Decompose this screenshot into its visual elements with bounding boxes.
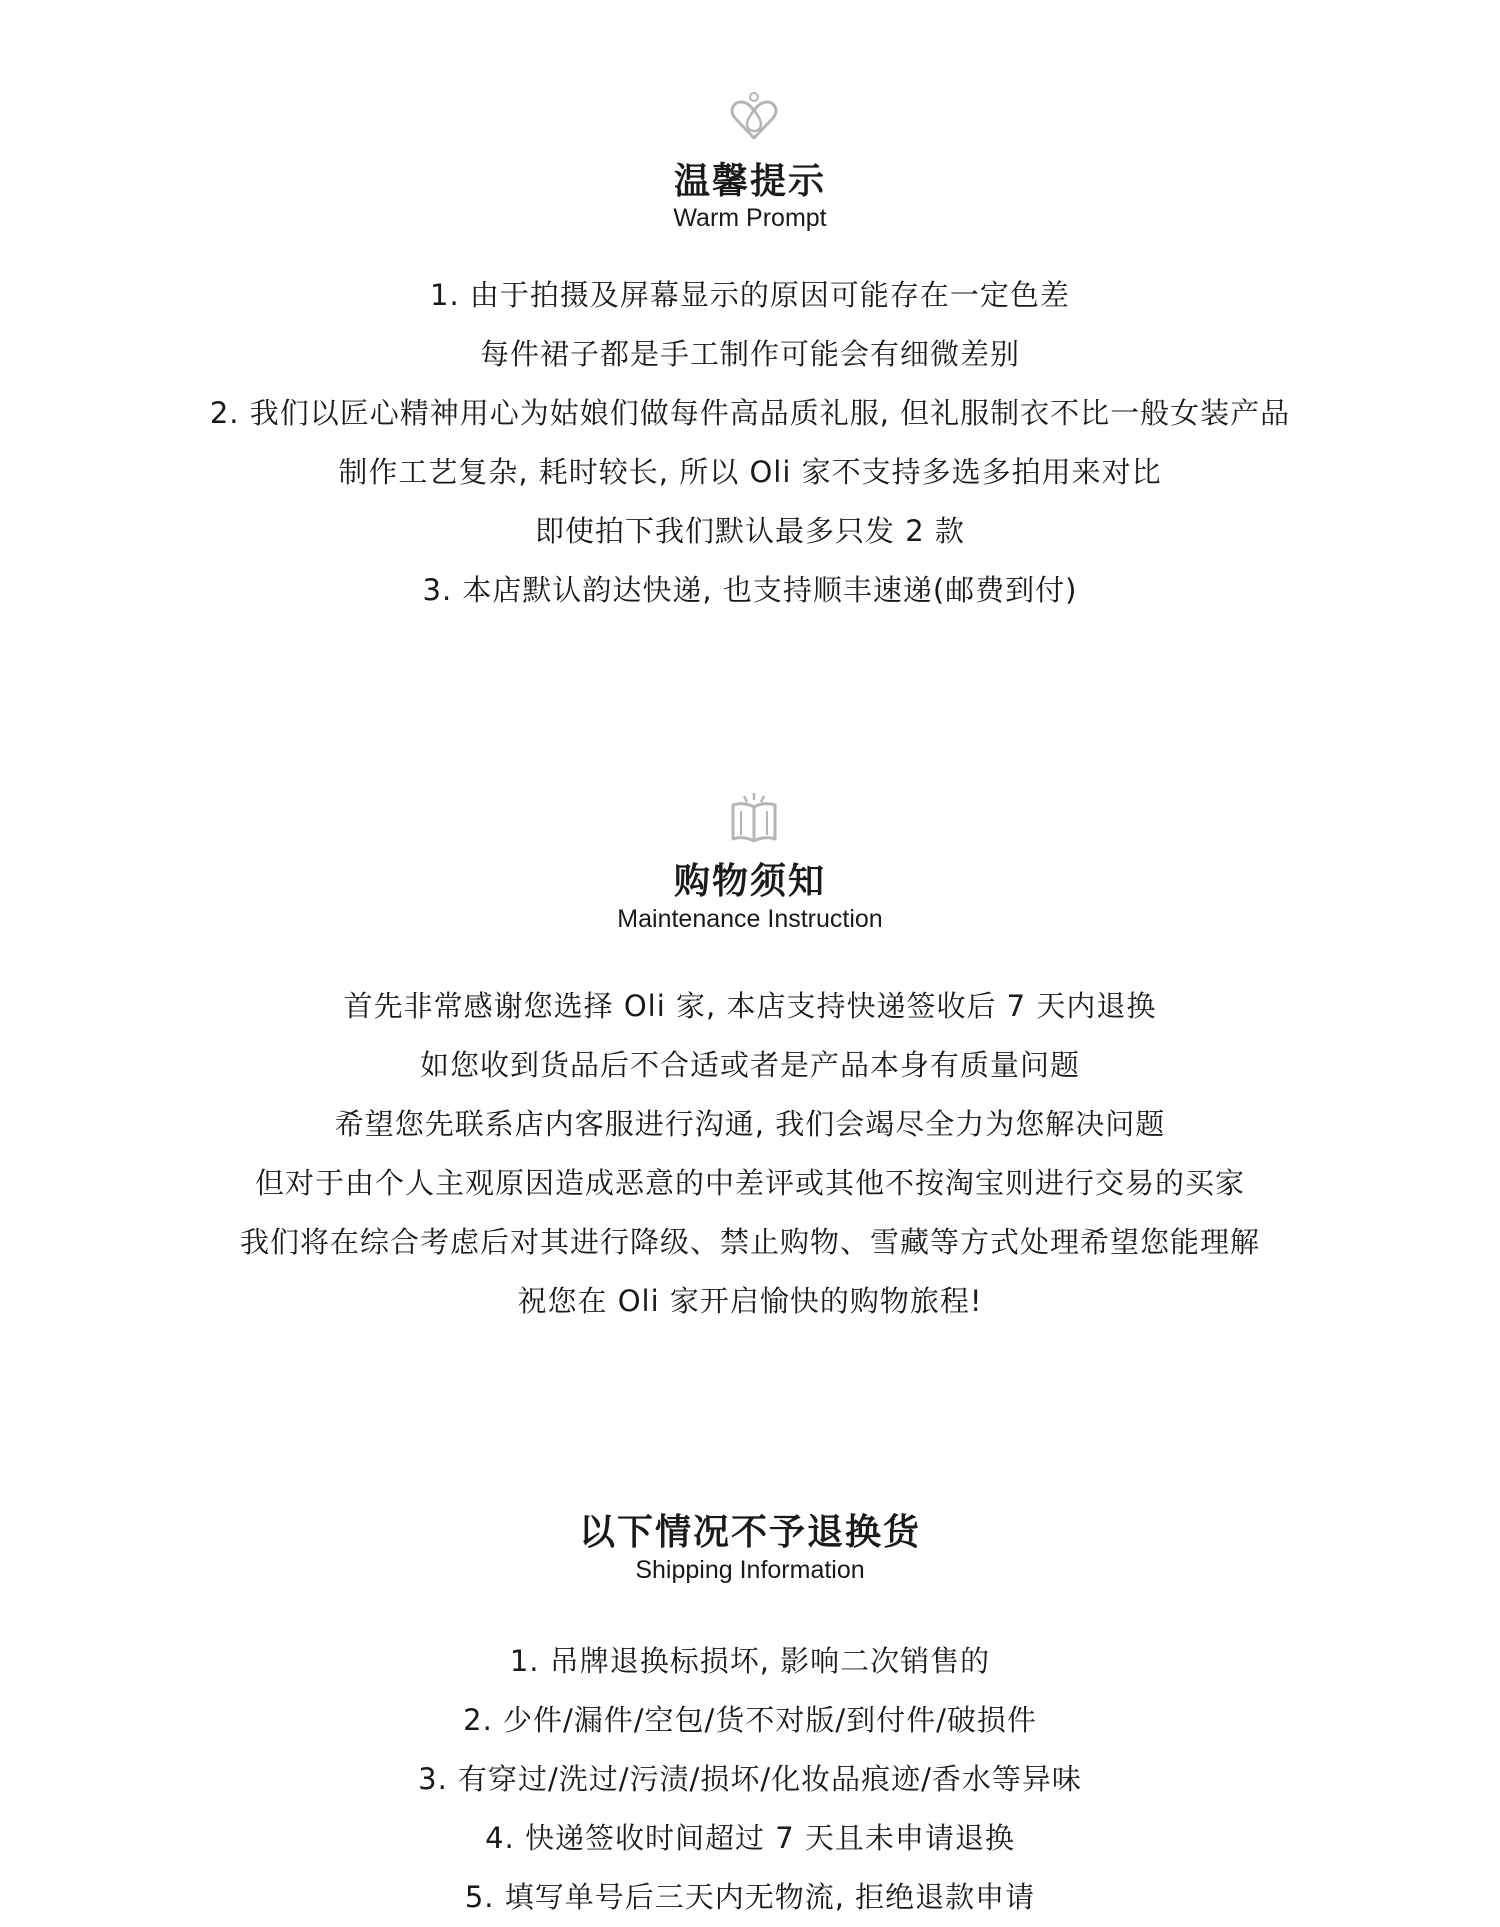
notice-line: 制作工艺复杂, 耗时较长, 所以 Oli 家不支持多选多拍用来对比	[338, 455, 1162, 489]
notice-line: 希望您先联系店内客服进行沟通, 我们会竭尽全力为您解决问题	[334, 1107, 1166, 1141]
notice-line: 4. 快递签收时间超过 7 天且未申请退换	[485, 1821, 1015, 1855]
notice-line: 3. 有穿过/洗过/污渍/损坏/化妆品痕迹/香水等异味	[418, 1762, 1082, 1796]
section-title-en: Maintenance Instruction	[617, 905, 883, 933]
notice-line: 我们将在综合考虑后对其进行降级、禁止购物、雪藏等方式处理希望您能理解	[239, 1225, 1260, 1259]
section-title-cn: 温馨提示	[673, 161, 826, 202]
notice-line: 2. 少件/漏件/空包/货不对版/到付件/破损件	[463, 1703, 1037, 1737]
notice-line: 即使拍下我们默认最多只发 2 款	[535, 514, 965, 548]
notice-line: 首先非常感谢您选择 Oli 家, 本店支持快递签收后 7 天内退换	[343, 989, 1157, 1023]
section-title-en: Warm Prompt	[673, 204, 827, 232]
notice-line: 祝您在 Oli 家开启愉快的购物旅程!	[517, 1284, 983, 1318]
notice-line: 5. 填写单号后三天内无物流, 拒绝退款申请	[464, 1880, 1036, 1914]
notice-line: 每件裙子都是手工制作可能会有细微差别	[479, 337, 1020, 371]
notice-line: 3. 本店默认韵达快递, 也支持顺丰速递(邮费到付)	[422, 573, 1078, 607]
notice-line: 2. 我们以匠心精神用心为姑娘们做每件高品质礼服, 但礼服制衣不比一般女装产品	[209, 396, 1291, 430]
notice-line: 但对于由个人主观原因造成恶意的中差评或其他不按淘宝则进行交易的买家	[254, 1166, 1245, 1200]
notice-line: 1. 吊牌退换标损坏, 影响二次销售的	[509, 1644, 991, 1678]
section-title-en: Shipping Information	[635, 1556, 865, 1584]
notice-list	[0, 1632, 1500, 1927]
notice-line: 如您收到货品后不合适或者是产品本身有质量问题	[419, 1048, 1080, 1082]
section-title-cn: 以下情况不予退换货	[578, 1512, 921, 1553]
section-title-cn: 购物须知	[673, 861, 826, 902]
notice-line: 1. 由于拍摄及屏幕显示的原因可能存在一定色差	[430, 278, 1070, 312]
